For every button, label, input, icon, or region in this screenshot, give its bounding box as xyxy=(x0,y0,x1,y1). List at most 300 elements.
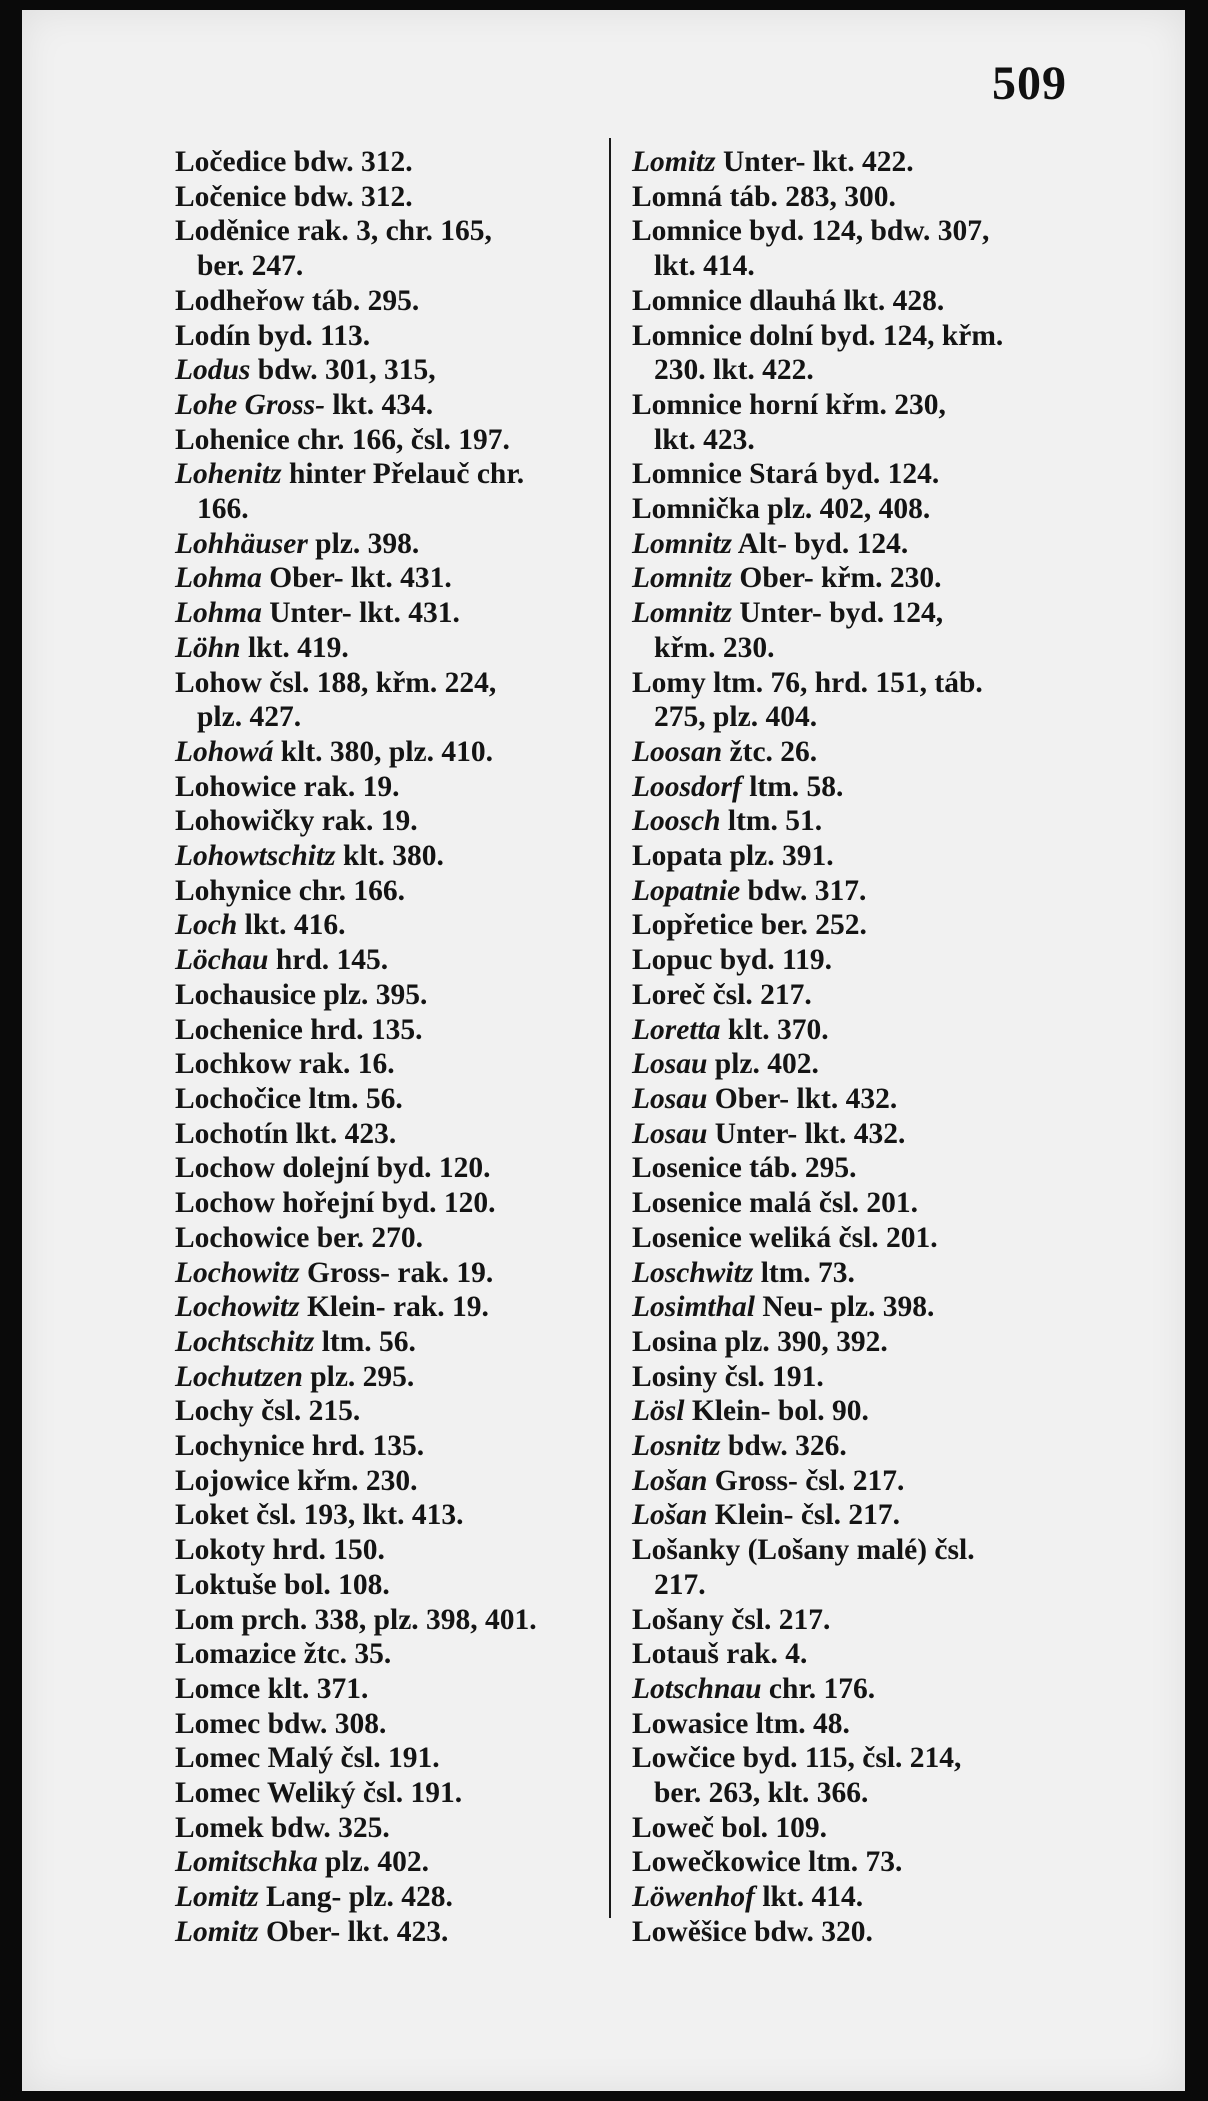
entry-headword: Lochausice xyxy=(175,978,316,1011)
entry-headword: Lomnice xyxy=(632,458,742,491)
index-entry xyxy=(175,1603,615,1638)
index-entry xyxy=(175,388,615,423)
entry-references: bdw. 326. xyxy=(720,1430,847,1463)
entry-headword: Lochow xyxy=(175,1187,275,1220)
entry-headword: Lochy xyxy=(175,1395,254,1428)
entry-headword: Lopuc xyxy=(632,944,713,977)
entry-references: ltm. 58. xyxy=(741,770,844,803)
index-entry xyxy=(175,527,615,562)
index-entry xyxy=(175,1845,615,1880)
index-entry xyxy=(632,527,1082,562)
entry-headword: Lomitz xyxy=(175,1915,259,1948)
entry-headword: Lomnitz xyxy=(632,527,732,560)
entry-references: hrd. 135. xyxy=(302,1013,423,1046)
entry-references: čsl. 193, lkt. 413. xyxy=(248,1499,464,1532)
entry-headword: Loket xyxy=(175,1499,249,1532)
entry-references: hrd. 135. xyxy=(304,1430,425,1463)
entry-references: lkt. 423. xyxy=(654,423,755,456)
index-entry xyxy=(175,1811,615,1846)
index-entry xyxy=(632,1603,1082,1638)
entry-references: Neu- plz. 398. xyxy=(754,1291,935,1324)
entry-headword: Lohow xyxy=(175,666,262,699)
entry-references: Unter- byd. 124, xyxy=(732,597,944,630)
entry-references: rak. 3, chr. 165, xyxy=(289,215,492,248)
entry-headword: Loretta xyxy=(632,1013,721,1046)
index-entry xyxy=(175,1429,615,1464)
entry-headword: Lotschnau xyxy=(632,1672,762,1705)
entry-headword: Lohowtschitz xyxy=(175,840,336,873)
index-entry xyxy=(632,423,1082,458)
entry-headword: Losau xyxy=(632,1082,708,1115)
index-entry xyxy=(175,1533,615,1568)
entry-headword: Lochow xyxy=(175,1152,275,1185)
entry-references: plz. 398. xyxy=(307,527,420,560)
entry-references: rak. 19. xyxy=(296,770,400,803)
index-entry xyxy=(175,423,615,458)
entry-references: dlauhá lkt. 428. xyxy=(741,284,945,317)
entry-headword: Losenice xyxy=(632,1152,742,1185)
entry-headword: Lohhäuser xyxy=(175,527,308,560)
index-entry xyxy=(175,1464,615,1499)
entry-headword: Lohenitz xyxy=(175,458,282,491)
index-entry xyxy=(175,1186,615,1221)
entry-headword: Loschwitz xyxy=(632,1256,754,1289)
index-entry xyxy=(632,492,1082,527)
entry-headword: Losiny xyxy=(632,1360,718,1393)
index-entry xyxy=(632,1672,1082,1707)
entry-headword: Lohynice xyxy=(175,874,292,907)
entry-references: bdw. 320. xyxy=(746,1915,873,1948)
index-entry xyxy=(632,1290,1082,1325)
index-entry xyxy=(632,1776,1082,1811)
entry-references: ber. 263, klt. 366. xyxy=(654,1777,869,1810)
entry-headword: Lomy xyxy=(632,666,706,699)
index-entry xyxy=(632,1568,1082,1603)
entry-headword: Lösl xyxy=(632,1395,685,1428)
entry-references: dolní byd. 124, křm. xyxy=(741,319,1004,352)
entry-references: Lang- plz. 428. xyxy=(258,1881,453,1914)
index-entry xyxy=(632,1360,1082,1395)
entry-references: klt. 380. xyxy=(335,840,444,873)
entry-headword: Ločedice xyxy=(175,146,287,178)
entry-headword: Lošany xyxy=(632,1603,724,1636)
entry-headword: Lodín xyxy=(175,319,251,352)
entry-headword: Lochynice xyxy=(175,1430,305,1463)
entry-references: Klein- čsl. 217. xyxy=(707,1499,900,1532)
entry-headword: Lochutzen xyxy=(175,1360,303,1393)
index-entry xyxy=(175,839,615,874)
entry-references: plz. 402. xyxy=(707,1048,819,1081)
entry-headword: Lowčice xyxy=(632,1742,736,1775)
entry-headword: Losenice xyxy=(632,1221,742,1254)
entry-headword: Lomec xyxy=(175,1707,261,1740)
index-entry xyxy=(632,1637,1082,1672)
entry-headword: Lochowice xyxy=(175,1221,310,1254)
index-entry xyxy=(175,249,615,284)
index-entry xyxy=(632,1811,1082,1846)
index-entry xyxy=(175,1151,615,1186)
entry-references: Ober- křm. 230. xyxy=(732,562,942,595)
index-entry xyxy=(175,1915,615,1950)
index-entry xyxy=(175,561,615,596)
entry-references: bdw. 301, 315, xyxy=(250,354,436,387)
entry-references: 166. xyxy=(197,493,249,526)
entry-references: hořejní byd. 120. xyxy=(274,1187,496,1220)
index-entry xyxy=(175,1325,615,1360)
entry-headword: Losina xyxy=(632,1325,718,1358)
index-entry xyxy=(632,145,1082,180)
entry-headword: Lochowitz xyxy=(175,1256,300,1289)
index-entry xyxy=(632,1117,1082,1152)
index-entry xyxy=(632,1845,1082,1880)
index-entry xyxy=(175,1707,615,1742)
right-column xyxy=(632,145,1082,1950)
entry-references: lkt. 414. xyxy=(754,1881,864,1914)
entry-headword: Lomitz xyxy=(175,1881,259,1914)
entry-headword: Lowasice xyxy=(632,1707,749,1740)
entry-references: dolejní byd. 120. xyxy=(274,1152,491,1185)
entry-headword: Lochenice xyxy=(175,1013,303,1046)
entry-headword: Lomitz xyxy=(632,146,716,178)
index-entry xyxy=(632,1429,1082,1464)
index-entry xyxy=(175,666,615,701)
entry-references: Alt- byd. 124. xyxy=(732,527,909,560)
entry-references: ltm. 73. xyxy=(753,1256,855,1289)
index-entry xyxy=(632,180,1082,215)
entry-references: Weliký čsl. 191. xyxy=(260,1777,463,1810)
entry-headword: Lomnička xyxy=(632,493,760,526)
entry-references: weliká čsl. 201. xyxy=(741,1221,938,1254)
entry-references: žtc. 35. xyxy=(296,1638,392,1671)
index-entry xyxy=(175,353,615,388)
entry-headword: Lohma xyxy=(175,597,262,630)
entry-headword: Ločenice xyxy=(175,180,287,213)
entry-headword: Lochowitz xyxy=(175,1291,300,1324)
entry-headword: Lomitschka xyxy=(175,1846,318,1879)
entry-references: Ober- lkt. 431. xyxy=(261,562,452,595)
entry-references: Unter- lkt. 431. xyxy=(261,597,460,630)
entry-headword: Loděnice xyxy=(175,215,290,248)
entry-references: bdw. 317. xyxy=(740,874,867,907)
entry-headword: Lomnice xyxy=(632,388,742,421)
entry-references: byd. 124, bdw. 307, xyxy=(741,215,990,248)
index-entry xyxy=(632,1013,1082,1048)
entry-references: plz. 295. xyxy=(302,1360,415,1393)
index-entry xyxy=(175,1082,615,1117)
entry-headword: Lomec xyxy=(175,1742,261,1775)
entry-headword: Loreč xyxy=(632,978,706,1011)
entry-references: hinter Přelauč chr. xyxy=(281,458,525,491)
index-entry xyxy=(632,1880,1082,1915)
entry-references: byd. 113. xyxy=(250,319,371,352)
entry-references: čsl. 217. xyxy=(705,978,812,1011)
index-entry xyxy=(175,943,615,978)
entry-references: ltm. 48. xyxy=(748,1707,850,1740)
index-entry xyxy=(632,1915,1082,1950)
index-entry xyxy=(175,1117,615,1152)
index-entry xyxy=(175,214,615,249)
index-entry xyxy=(632,666,1082,701)
entry-references: ltm. 56. xyxy=(314,1325,416,1358)
entry-references: Gross- čsl. 217. xyxy=(707,1464,905,1497)
entry-headword: Loosch xyxy=(632,805,721,838)
entry-references: křm. 230. xyxy=(289,1464,418,1497)
index-entry xyxy=(632,214,1082,249)
index-entry xyxy=(175,770,615,805)
index-entry xyxy=(175,1360,615,1395)
entry-references: lkt. 419. xyxy=(240,631,349,664)
entry-references: ltm. 73. xyxy=(800,1846,903,1879)
index-entry xyxy=(175,1221,615,1256)
index-entry xyxy=(632,1047,1082,1082)
entry-headword: Losau xyxy=(632,1117,708,1150)
entry-references: rak. 4. xyxy=(718,1638,808,1671)
entry-references: ber. 270. xyxy=(309,1221,424,1254)
entry-references: táb. 295. xyxy=(304,284,420,317)
index-entry xyxy=(632,839,1082,874)
entry-references: Klein- rak. 19. xyxy=(299,1291,489,1324)
entry-references: byd. 119. xyxy=(712,944,833,977)
index-entry xyxy=(175,804,615,839)
entry-headword: Lochtschitz xyxy=(175,1325,315,1358)
entry-headword: Lotauš xyxy=(632,1638,719,1671)
entry-headword: Lomnitz xyxy=(632,562,732,595)
entry-headword: Lokoty xyxy=(175,1534,266,1567)
index-entry xyxy=(175,457,615,492)
entry-references: Gross- rak. 19. xyxy=(299,1256,494,1289)
index-entry xyxy=(175,1741,615,1776)
entry-headword: Lomnice xyxy=(632,284,742,317)
entry-headword: Lowěšice xyxy=(632,1915,747,1948)
index-entry xyxy=(632,1221,1082,1256)
entry-headword: Lochotín xyxy=(175,1117,289,1150)
index-entry xyxy=(175,1776,615,1811)
entry-headword: Lowečkowice xyxy=(632,1846,801,1879)
entry-headword: Lomek xyxy=(175,1811,264,1844)
entry-references: chr. 166, čsl. 197. xyxy=(289,423,510,456)
entry-headword: Losenice xyxy=(632,1187,742,1220)
index-entry xyxy=(175,978,615,1013)
entry-headword: Lomazice xyxy=(175,1638,297,1671)
index-entry xyxy=(175,1498,615,1533)
index-entry xyxy=(632,388,1082,423)
index-entry xyxy=(175,596,615,631)
index-entry xyxy=(632,457,1082,492)
index-entry xyxy=(175,1256,615,1291)
entry-references: hrd. 150. xyxy=(265,1534,385,1567)
entry-references: bol. 109. xyxy=(713,1811,828,1844)
entry-headword: Lomce xyxy=(175,1672,261,1705)
entry-headword: Lomnice xyxy=(632,215,742,248)
entry-references: ber. 247. xyxy=(197,250,304,283)
entry-references: klt. 370. xyxy=(720,1013,829,1046)
entry-references: čsl. 215. xyxy=(253,1395,361,1428)
entry-references: byd. 115, čsl. 214, xyxy=(735,1742,962,1775)
index-entry xyxy=(632,1325,1082,1360)
index-entry xyxy=(632,1394,1082,1429)
entry-references: klt. 371. xyxy=(260,1672,369,1705)
entry-references: Ober- lkt. 432. xyxy=(707,1082,898,1115)
index-entry xyxy=(175,1672,615,1707)
entry-references: chr. 176. xyxy=(761,1672,876,1705)
entry-headword: Löwenhof xyxy=(632,1881,755,1914)
entry-references: Stará byd. 124. xyxy=(741,458,940,491)
index-entry xyxy=(632,1741,1082,1776)
entry-headword: Lošan xyxy=(632,1499,708,1532)
entry-references: malá čsl. 201. xyxy=(741,1187,918,1220)
entry-references: bdw. 312. xyxy=(286,180,413,213)
entry-references: ltm. 76, hrd. 151, táb. xyxy=(705,666,983,699)
index-entry xyxy=(632,735,1082,770)
entry-references: žtc. 26. xyxy=(722,735,818,768)
entry-headword: Lomec xyxy=(175,1777,261,1810)
entry-references: ltm. 56. xyxy=(301,1082,403,1115)
entry-references: 275, plz. 404. xyxy=(654,701,818,734)
entry-headword: Lopata xyxy=(632,840,723,873)
page-number: 509 xyxy=(992,57,1067,110)
entry-headword: Lošan xyxy=(632,1464,708,1497)
entry-headword: Löhn xyxy=(175,631,241,664)
entry-references: prch. 338, plz. 398, 401. xyxy=(234,1603,537,1636)
index-entry xyxy=(632,908,1082,943)
entry-references: bol. 108. xyxy=(276,1568,390,1601)
index-entry xyxy=(175,908,615,943)
entry-headword: Lomnice xyxy=(632,319,742,352)
index-entry xyxy=(175,1013,615,1048)
entry-references: čsl. 191. xyxy=(717,1360,824,1393)
entry-references: křm. 230. xyxy=(654,631,775,664)
index-entry xyxy=(175,700,615,735)
entry-references: chr. 166. xyxy=(291,874,406,907)
entry-headword: Lopřetice xyxy=(632,909,754,942)
index-entry xyxy=(632,631,1082,666)
index-entry xyxy=(175,1568,615,1603)
entry-references: táb. 283, 300. xyxy=(722,180,896,213)
entry-references: ltm. 51. xyxy=(720,805,823,838)
entry-headword: Lohowičky xyxy=(175,805,315,838)
entry-headword: Löchau xyxy=(175,944,269,977)
book-page xyxy=(22,10,1185,2091)
index-entry xyxy=(175,1047,615,1082)
entry-headword: Loosdorf xyxy=(632,770,742,803)
entry-references: 217. xyxy=(654,1568,706,1601)
index-entry xyxy=(175,145,615,180)
index-entry xyxy=(175,735,615,770)
entry-references: plz. 427. xyxy=(197,701,302,734)
entry-headword: Loosan xyxy=(632,735,723,768)
index-entry xyxy=(175,1394,615,1429)
index-entry xyxy=(175,631,615,666)
entry-headword: Lošanky xyxy=(632,1534,741,1567)
entry-headword: Lojowice xyxy=(175,1464,290,1497)
entry-references: lkt. 414. xyxy=(654,250,755,283)
entry-references: rak. 19. xyxy=(314,805,418,838)
index-entry xyxy=(175,1637,615,1672)
index-entry xyxy=(632,978,1082,1013)
entry-headword: Lomnitz xyxy=(632,597,732,630)
index-entry xyxy=(632,1498,1082,1533)
entry-headword: Lohe Gross- xyxy=(175,388,325,421)
entry-references: bdw. 308. xyxy=(260,1707,387,1740)
index-entry xyxy=(175,319,615,354)
entry-headword: Lodus xyxy=(175,354,251,387)
index-entry xyxy=(175,180,615,215)
entry-references: Klein- bol. 90. xyxy=(684,1395,869,1428)
entry-references: plz. 390, 392. xyxy=(717,1325,888,1358)
entry-references: lkt. 416. xyxy=(237,909,346,942)
index-entry xyxy=(175,1880,615,1915)
entry-references: Unter- lkt. 422. xyxy=(715,146,914,178)
entry-references: rak. 16. xyxy=(291,1048,395,1081)
entry-references: ber. 252. xyxy=(753,909,867,942)
entry-references: Unter- lkt. 432. xyxy=(707,1117,906,1150)
index-entry xyxy=(632,1151,1082,1186)
entry-headword: Loktuše xyxy=(175,1568,277,1601)
entry-headword: Lochočice xyxy=(175,1082,302,1115)
index-entry xyxy=(632,770,1082,805)
entry-references: plz. 391. xyxy=(722,840,834,873)
index-entry xyxy=(175,874,615,909)
index-entry xyxy=(632,1707,1082,1742)
index-entry xyxy=(632,943,1082,978)
entry-references: čsl. 188, křm. 224, xyxy=(261,666,497,699)
entry-headword: Lochkow xyxy=(175,1048,292,1081)
entry-references: bdw. 325. xyxy=(263,1811,390,1844)
index-entry xyxy=(632,561,1082,596)
index-entry xyxy=(632,284,1082,319)
entry-references: bdw. 312. xyxy=(286,146,413,178)
index-entry xyxy=(632,700,1082,735)
entry-references: lkt. 434. xyxy=(324,388,434,421)
entry-references: hrd. 145. xyxy=(268,944,389,977)
entry-references: Malý čsl. 191. xyxy=(260,1742,440,1775)
index-entry xyxy=(632,1186,1082,1221)
index-entry xyxy=(632,1082,1082,1117)
entry-headword: Losimthal xyxy=(632,1291,755,1324)
entry-headword: Lohenice xyxy=(175,423,290,456)
index-entry xyxy=(632,804,1082,839)
entry-references: horní křm. 230, xyxy=(741,388,946,421)
entry-references: Ober- lkt. 423. xyxy=(258,1915,449,1948)
entry-headword: Loweč xyxy=(632,1811,714,1844)
index-entry xyxy=(632,319,1082,354)
entry-headword: Lodheřow xyxy=(175,284,305,317)
index-entry xyxy=(632,1533,1082,1568)
entry-headword: Lom xyxy=(175,1603,234,1636)
entry-references: plz. 402. xyxy=(317,1846,430,1879)
entry-references: plz. 402, 408. xyxy=(759,493,931,526)
entry-headword: Lopatnie xyxy=(632,874,741,907)
entry-headword: Losnitz xyxy=(632,1430,721,1463)
index-entry xyxy=(632,353,1082,388)
entry-headword: Lomná xyxy=(632,180,723,213)
index-entry xyxy=(175,1290,615,1325)
entry-references: čsl. 217. xyxy=(723,1603,831,1636)
entry-references: 230. lkt. 422. xyxy=(654,354,814,387)
index-entry xyxy=(632,249,1082,284)
entry-references: táb. 295. xyxy=(741,1152,857,1185)
index-entry xyxy=(632,874,1082,909)
index-entry xyxy=(632,1256,1082,1291)
entry-headword: Lohowá xyxy=(175,735,274,768)
entry-references: klt. 380, plz. 410. xyxy=(273,735,493,768)
index-entry xyxy=(175,492,615,527)
index-entry xyxy=(632,1464,1082,1499)
entry-headword: Loch xyxy=(175,909,238,942)
index-entry xyxy=(175,284,615,319)
index-entry xyxy=(632,596,1082,631)
entry-references: plz. 395. xyxy=(315,978,428,1011)
